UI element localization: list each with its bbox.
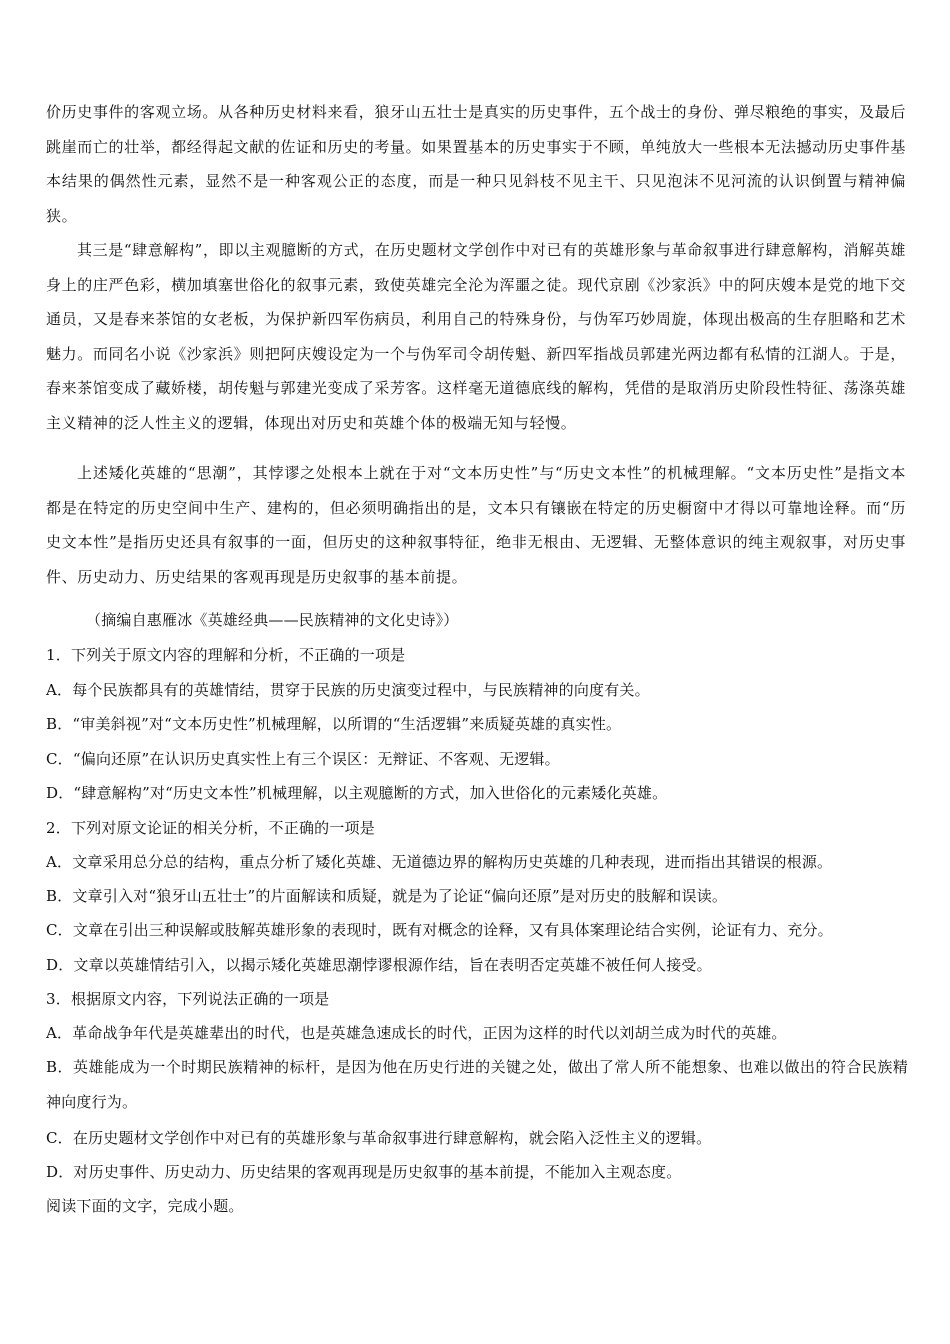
- question-3-stem: 3．根据原文内容，下列说法正确的一项是: [46, 990, 330, 1008]
- question-1-option-c: C．“偏向还原”在认识历史真实性上有三个误区：无辩证、不客观、无逻辑。: [46, 750, 560, 768]
- question-3-option-b: B．英雄能成为一个时期民族精神的标杆，是因为他在历史行进的关键之处，做出了常人所不能想象、也难以做出的符合民族精神向度行为。: [46, 1058, 908, 1111]
- question-3-option-a: A．革命战争年代是英雄辈出的时代，也是英雄急速成长的时代，正因为这样的时代以刘胡兰成为时代的英雄。: [46, 1024, 787, 1042]
- next-section-instruction: 阅读下面的文字，完成小题。: [46, 1197, 244, 1215]
- question-2-option-d: D．文章以英雄情结引入，以揭示矮化英雄思潮悖谬根源作结，旨在表明否定英雄不被任何人接受。: [46, 956, 712, 974]
- question-1-option-a: A．每个民族都具有的英雄情结，贯穿于民族的历史演变过程中，与民族精神的向度有关。: [46, 681, 650, 699]
- passage-source: （摘编自惠雁冰《英雄经典——民族精神的文化史诗》）: [86, 611, 459, 629]
- question-2-option-c: C．文章在引出三种误解或肢解英雄形象的表现时，既有对概念的诠释，又有具体案理论结合实例，论证有力、充分。: [46, 921, 833, 939]
- question-3-option-c: C．在历史题材文学创作中对已有的英雄形象与革命叙事进行肆意解构，就会陷入泛性主义的逻辑。: [46, 1129, 712, 1147]
- question-3-option-d: D．对历史事件、历史动力、历史结果的客观再现是历史叙事的基本前提，不能加入主观态度。: [46, 1163, 682, 1181]
- question-1-stem: 1．下列关于原文内容的理解和分析，不正确的一项是: [46, 646, 406, 664]
- question-2-option-a: A．文章采用总分总的结构，重点分析了矮化英雄、无道德边界的解构历史英雄的几种表现，进而指出其错误的根源。: [46, 853, 833, 871]
- passage-paragraph-1: 价历史事件的客观立场。从各种历史材料来看，狼牙山五壮士是真实的历史事件，五个战士的身份、弹尽粮绝的事实，及最后跳崖而亡的壮举，都经得起文献的佐证和历史的考量。如果置基本的历史事实于不顾，单纯放大一些根本无法撼动历史事件基本结果的偶然性元素，显然不是一种客观公正的态度，而是一种只见斜枝不见主干、只见泡沫不见河流的认识倒置与精神偏狭。: [46, 103, 906, 225]
- passage-paragraph-2: 其三是“肆意解构”，即以主观臆断的方式，在历史题材文学创作中对已有的英雄形象与革命叙事进行肆意解构，消解英雄身上的庄严色彩，横加填塞世俗化的叙事元素，致使英雄完全沦为浑噩之徒。现代京剧《沙家浜》中的阿庆嫂本是党的地下交通员，又是春来茶馆的女老板，为保护新四军伤病员，利用自己的特殊身份，与伪军巧妙周旋，体现出极高的生存胆略和艺术魅力。而同名小说《沙家浜》则把阿庆嫂设定为一个与伪军司令胡传魁、新四军指战员郭建光两边都有私情的江湖人。于是，春来茶馆变成了藏娇楼，胡传魁与郭建光变成了采芳客。这样毫无道德底线的解构，凭借的是取消历史阶段性特征、荡涤英雄主义精神的泛人性主义的逻辑，体现出对历史和英雄个体的极端无知与轻慢。: [46, 241, 906, 432]
- passage-paragraph-3: 上述矮化英雄的“思潮”，其悖谬之处根本上就在于对“文本历史性”与“历史文本性”的机械理解。“文本历史性”是指文本都是在特定的历史空间中生产、建构的，但必须明确指出的是，文本只有镶嵌在特定的历史橱窗中才得以可靠地诠释。而“历史文本性”是指历史还具有叙事的一面，但历史的这种叙事特征，绝非无根由、无逻辑、无整体意识的纯主观叙事，对历史事件、历史动力、历史结果的客观再现是历史叙事的基本前提。: [46, 464, 906, 586]
- question-2-option-b: B．文章引入对“狼牙山五壮士”的片面解读和质疑，就是为了论证“偏向还原”是对历史的肢解和误读。: [46, 887, 728, 905]
- question-1-option-b: B．“审美斜视”对“文本历史性”机械理解，以所谓的“生活逻辑”来质疑英雄的真实性。: [46, 715, 622, 733]
- question-2-stem: 2．下列对原文论证的相关分析，不正确的一项是: [46, 819, 375, 837]
- question-1-option-d: D．“肆意解构”对“历史文本性”机械理解，以主观臆断的方式，加入世俗化的元素矮化英雄。: [46, 784, 668, 802]
